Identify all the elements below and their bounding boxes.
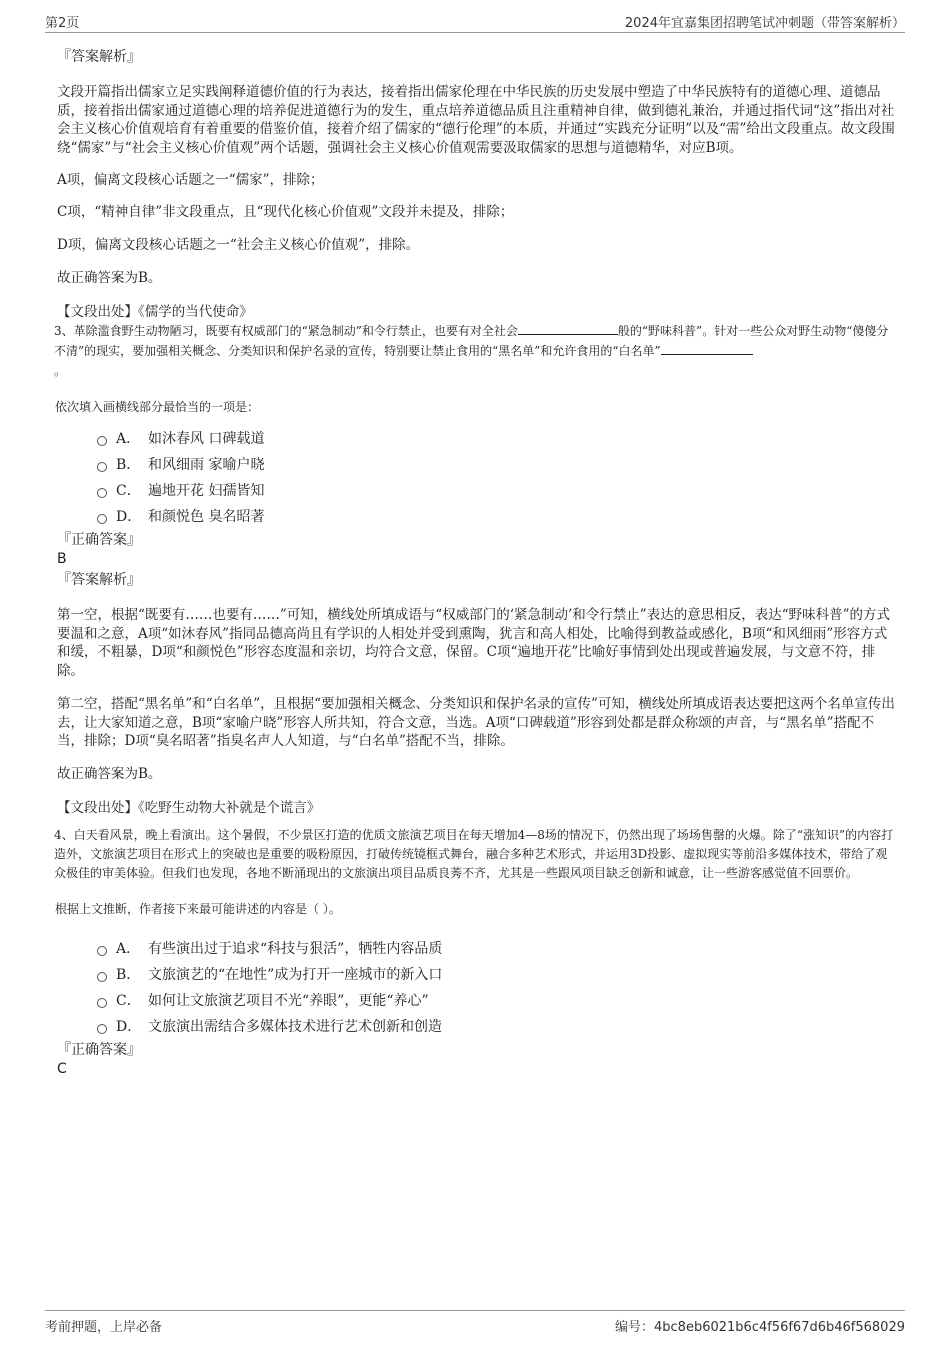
fill-blank-1 (518, 322, 618, 335)
radio-icon[interactable] (97, 436, 107, 446)
radio-icon[interactable] (97, 946, 107, 956)
q4-question-text: 4、白天看风景，晚上看演出。这个暑假，不少景区打造的优质文旅演艺项目在每天增加4—8场的情况下，仍然出现了场场售罄的火爆。除了“涨知识”的内容打造外，文旅演艺项目在形式上的突破也是重要的吸粉原因，打破传统镜框式舞台，融合多种艺术形式，并运用3D投影、虚拟现实等前沿多媒体技术，带给了观众极佳的审美体验。但我们也发现，各地不断涌现出的文旅演出项目品质良莠不齐，尤其是一些跟风项目缺乏创新和诚意，让一些游客感觉值不回票价。 (54, 827, 894, 880)
q3-analysis-paragraph-1: 第一空，根据“既要有……也要有……”可知，横线处所填成语与“权威部门的‘紧急制动’和令行禁止”表达的意思相反，表达“野味科普”的方式要温和之意，A项“如沐春风”指同品德高尚且有学识的人相处并受到熏陶，犹言和高人相处，比喻得到教益或感化，B项“和风细雨”形容方式和缓，不粗暴，D项“和颜悦色”形容态度温和亲切，均符合文意，保留。C项“遍地开花”比喻好事情到处出现或普遍发展，与文意不符，排除。 (57, 607, 890, 679)
radio-icon[interactable] (97, 1024, 107, 1034)
page-header (45, 12, 905, 33)
q4-option-d[interactable]: D． 文旅演出需结合多媒体技术进行艺术创新和创造 (97, 1013, 897, 1039)
page-number: 第2页 (45, 16, 80, 31)
q4-option-a[interactable]: A． 有些演出过于追求“科技与狠活”，牺牲内容品质 (97, 935, 897, 961)
q2-analysis-option-a: A项，偏离文段核心话题之一“儒家”，排除； (57, 172, 324, 188)
q4-answer-label: 『正确答案』 (57, 1041, 141, 1058)
q3-conclusion: 故正确答案为B。 (57, 765, 162, 782)
q2-source: 【文段出处】《儒学的当代使命》 (57, 304, 253, 320)
q3-analysis-paragraph-2: 第二空，搭配“黑名单”和“白名单”，且根据“要加强相关概念、分类知识和保护名录的宣传”可知，横线处所填成语表达要把这两个名单宣传出去，让大家知道之意，B项“家喻户晓”形容人所共知，符合文意，当选。A项“口碑载道”形容到处都是群众称颂的声音，与“黑名单”搭配不当，排除；D项“臭名昭著”指臭名声人人知道，与“白名单”搭配不当，排除。 (57, 696, 895, 749)
radio-icon[interactable] (97, 488, 107, 498)
q2-analysis-label: 『答案解析』 (57, 49, 141, 65)
fill-blank-2 (661, 342, 753, 355)
q3-source: 【文段出处】《吃野生动物大补就是个谎言》 (57, 799, 321, 816)
q3-option-c[interactable]: C． 遍地开花 妇孺皆知 (97, 477, 897, 503)
q4-option-b[interactable]: B． 文旅演艺的“在地性”成为打开一座城市的新入口 (97, 961, 897, 987)
q3-analysis-label: 『答案解析』 (57, 572, 141, 588)
document-title: 2024年宜嘉集团招聘笔试冲刺题（带答案解析） (624, 16, 905, 31)
q3-prompt: 依次填入画横线部分最恰当的一项是： (55, 400, 260, 414)
radio-icon[interactable] (97, 972, 107, 982)
q2-conclusion: 故正确答案为B。 (57, 270, 162, 286)
q3-options (97, 425, 897, 529)
q3-option-d[interactable]: D． 和颜悦色 臭名昭著 (97, 503, 897, 529)
page-footer (45, 1310, 905, 1335)
q3-answer-label: 『正确答案』 (57, 532, 141, 548)
q3-question-text: 3、革除滥食野生动物陋习，既要有权威部门的“紧急制动”和令行禁止，也要有对全社会 般的“野味科普”。针对一些公众对野生动物“傻傻分不清”的现实，要加强相关概念、分类知识和保护名录的宣传，特别要让禁止食用的“黑名单”和允许食用的“白名单” 。 (54, 324, 889, 378)
q2-analysis-paragraph: 文段开篇指出儒家立足实践阐释道德价值的行为表达，接着指出儒家伦理在中华民族的历史发展中塑造了中华民族特有的道德心理、道德品质，接着指出儒家通过道德心理的培养促进道德行为的发生，重点培养道德品质且注重精神自律，做到德礼兼治，并通过指代词“这”指出对社会主义核心价值观培育有着重要的借鉴价值，接着介绍了儒家的“德行伦理”的本质，并通过“实践充分证明”以及“需”给出文段重点。故文段围绕“儒家”与“社会主义核心价值观”两个话题，强调社会主义核心价值观需要汲取儒家的思想与道德精华，对应B项。 (57, 84, 895, 156)
document-body (54, 44, 897, 1078)
radio-icon[interactable] (97, 998, 107, 1008)
q2-analysis-option-d: D项，偏离文段核心话题之一“社会主义核心价值观”，排除。 (57, 237, 420, 253)
q4-option-c[interactable]: C． 如何让文旅演艺项目不光“养眼”，更能“养心” (97, 987, 897, 1013)
document-id: 编号：4bc8eb6021b6c4f56f67d6b46f568029 (615, 1320, 905, 1335)
q4-prompt: 根据上文推断，作者接下来最可能讲述的内容是（ ）。 (55, 901, 341, 916)
q3-answer: B (57, 551, 67, 567)
q3-option-a[interactable]: A． 如沐春风 口碑载道 (97, 425, 897, 451)
q3-option-b[interactable]: B． 和风细雨 家喻户晓 (97, 451, 897, 477)
q4-answer: C (57, 1060, 67, 1077)
footer-slogan: 考前押题，上岸必备 (45, 1320, 163, 1335)
q2-analysis-option-c: C项，“精神自律”非文段重点，且“现代化核心价值观”文段并未提及，排除； (57, 204, 514, 220)
q4-options (97, 935, 897, 1039)
radio-icon[interactable] (97, 514, 107, 524)
radio-icon[interactable] (97, 462, 107, 472)
